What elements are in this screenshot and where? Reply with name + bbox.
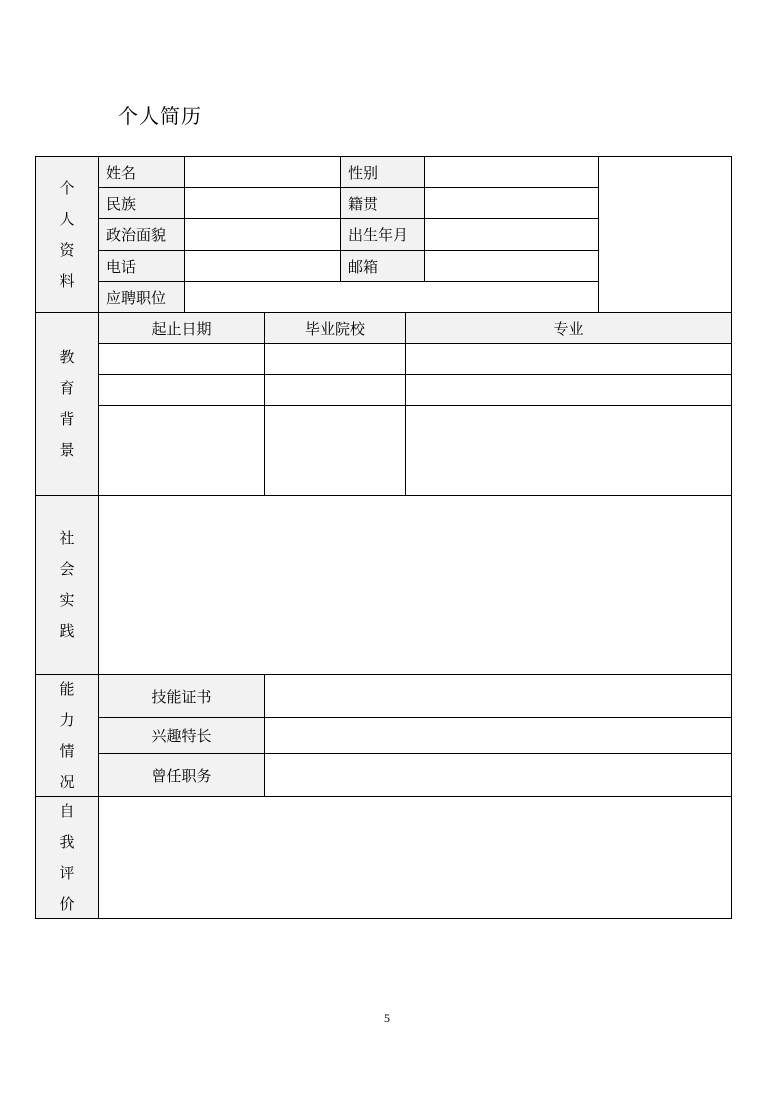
section-char: 个 — [59, 178, 75, 197]
section-label-self-eval — [35, 796, 99, 919]
education-cell-dates[interactable] — [98, 343, 265, 375]
education-header-major: 专业 — [405, 312, 732, 344]
section-char: 资 — [59, 240, 75, 259]
education-cell-major[interactable] — [405, 343, 732, 375]
section-label-practice — [35, 495, 99, 675]
section-char: 能 — [59, 679, 75, 698]
label-native-place: 籍贯 — [340, 187, 425, 219]
education-cell-major[interactable] — [405, 405, 732, 496]
political-status-field[interactable] — [184, 218, 341, 251]
page-title: 个人简历 — [118, 104, 202, 128]
phone-field[interactable] — [184, 250, 341, 282]
label-birth-date: 出生年月 — [340, 218, 425, 251]
section-char: 况 — [59, 772, 75, 791]
section-char: 评 — [59, 863, 75, 882]
label-political-status: 政治面貌 — [98, 218, 185, 251]
education-cell-school[interactable] — [264, 374, 406, 406]
label-gender: 性别 — [340, 156, 425, 188]
email-field[interactable] — [424, 250, 599, 282]
position-field[interactable] — [184, 281, 599, 313]
education-header-school: 毕业院校 — [264, 312, 406, 344]
section-label-personal — [35, 156, 99, 313]
self-eval-field[interactable] — [98, 796, 732, 919]
section-char: 育 — [59, 379, 75, 397]
section-char: 我 — [59, 832, 75, 851]
page-number: 5 — [384, 1011, 390, 1025]
label-certificates: 技能证书 — [98, 674, 265, 718]
section-label-education — [35, 312, 99, 496]
section-char: 情 — [59, 741, 75, 760]
section-char: 力 — [59, 710, 75, 729]
education-header-dates: 起止日期 — [98, 312, 265, 344]
section-char: 社 — [59, 529, 75, 547]
native-place-field[interactable] — [424, 187, 599, 219]
label-position: 应聘职位 — [98, 281, 185, 313]
label-phone: 电话 — [98, 250, 185, 282]
education-cell-major[interactable] — [405, 374, 732, 406]
section-char: 背 — [59, 410, 75, 428]
label-ethnicity: 民族 — [98, 187, 185, 219]
label-interests: 兴趣特长 — [98, 717, 265, 754]
practice-content-field[interactable] — [98, 495, 732, 675]
education-cell-dates[interactable] — [98, 405, 265, 496]
section-char: 料 — [59, 271, 75, 290]
education-cell-school[interactable] — [264, 405, 406, 496]
interests-field[interactable] — [264, 717, 732, 754]
education-cell-dates[interactable] — [98, 374, 265, 406]
label-past-positions: 曾任职务 — [98, 753, 265, 797]
ethnicity-field[interactable] — [184, 187, 341, 219]
section-char: 践 — [59, 622, 75, 640]
photo-box[interactable] — [598, 156, 732, 313]
section-char: 自 — [59, 801, 75, 820]
section-char: 实 — [59, 591, 75, 609]
certificates-field[interactable] — [264, 674, 732, 718]
gender-field[interactable] — [424, 156, 599, 188]
past-positions-field[interactable] — [264, 753, 732, 797]
section-char: 人 — [59, 209, 75, 228]
birth-date-field[interactable] — [424, 218, 599, 251]
section-char: 会 — [59, 560, 75, 578]
section-char: 价 — [59, 894, 75, 913]
section-char: 教 — [59, 348, 75, 366]
education-cell-school[interactable] — [264, 343, 406, 375]
label-name: 姓名 — [98, 156, 185, 188]
name-field[interactable] — [184, 156, 341, 188]
section-label-ability — [35, 674, 99, 797]
section-char: 景 — [59, 441, 75, 459]
label-email: 邮箱 — [340, 250, 425, 282]
